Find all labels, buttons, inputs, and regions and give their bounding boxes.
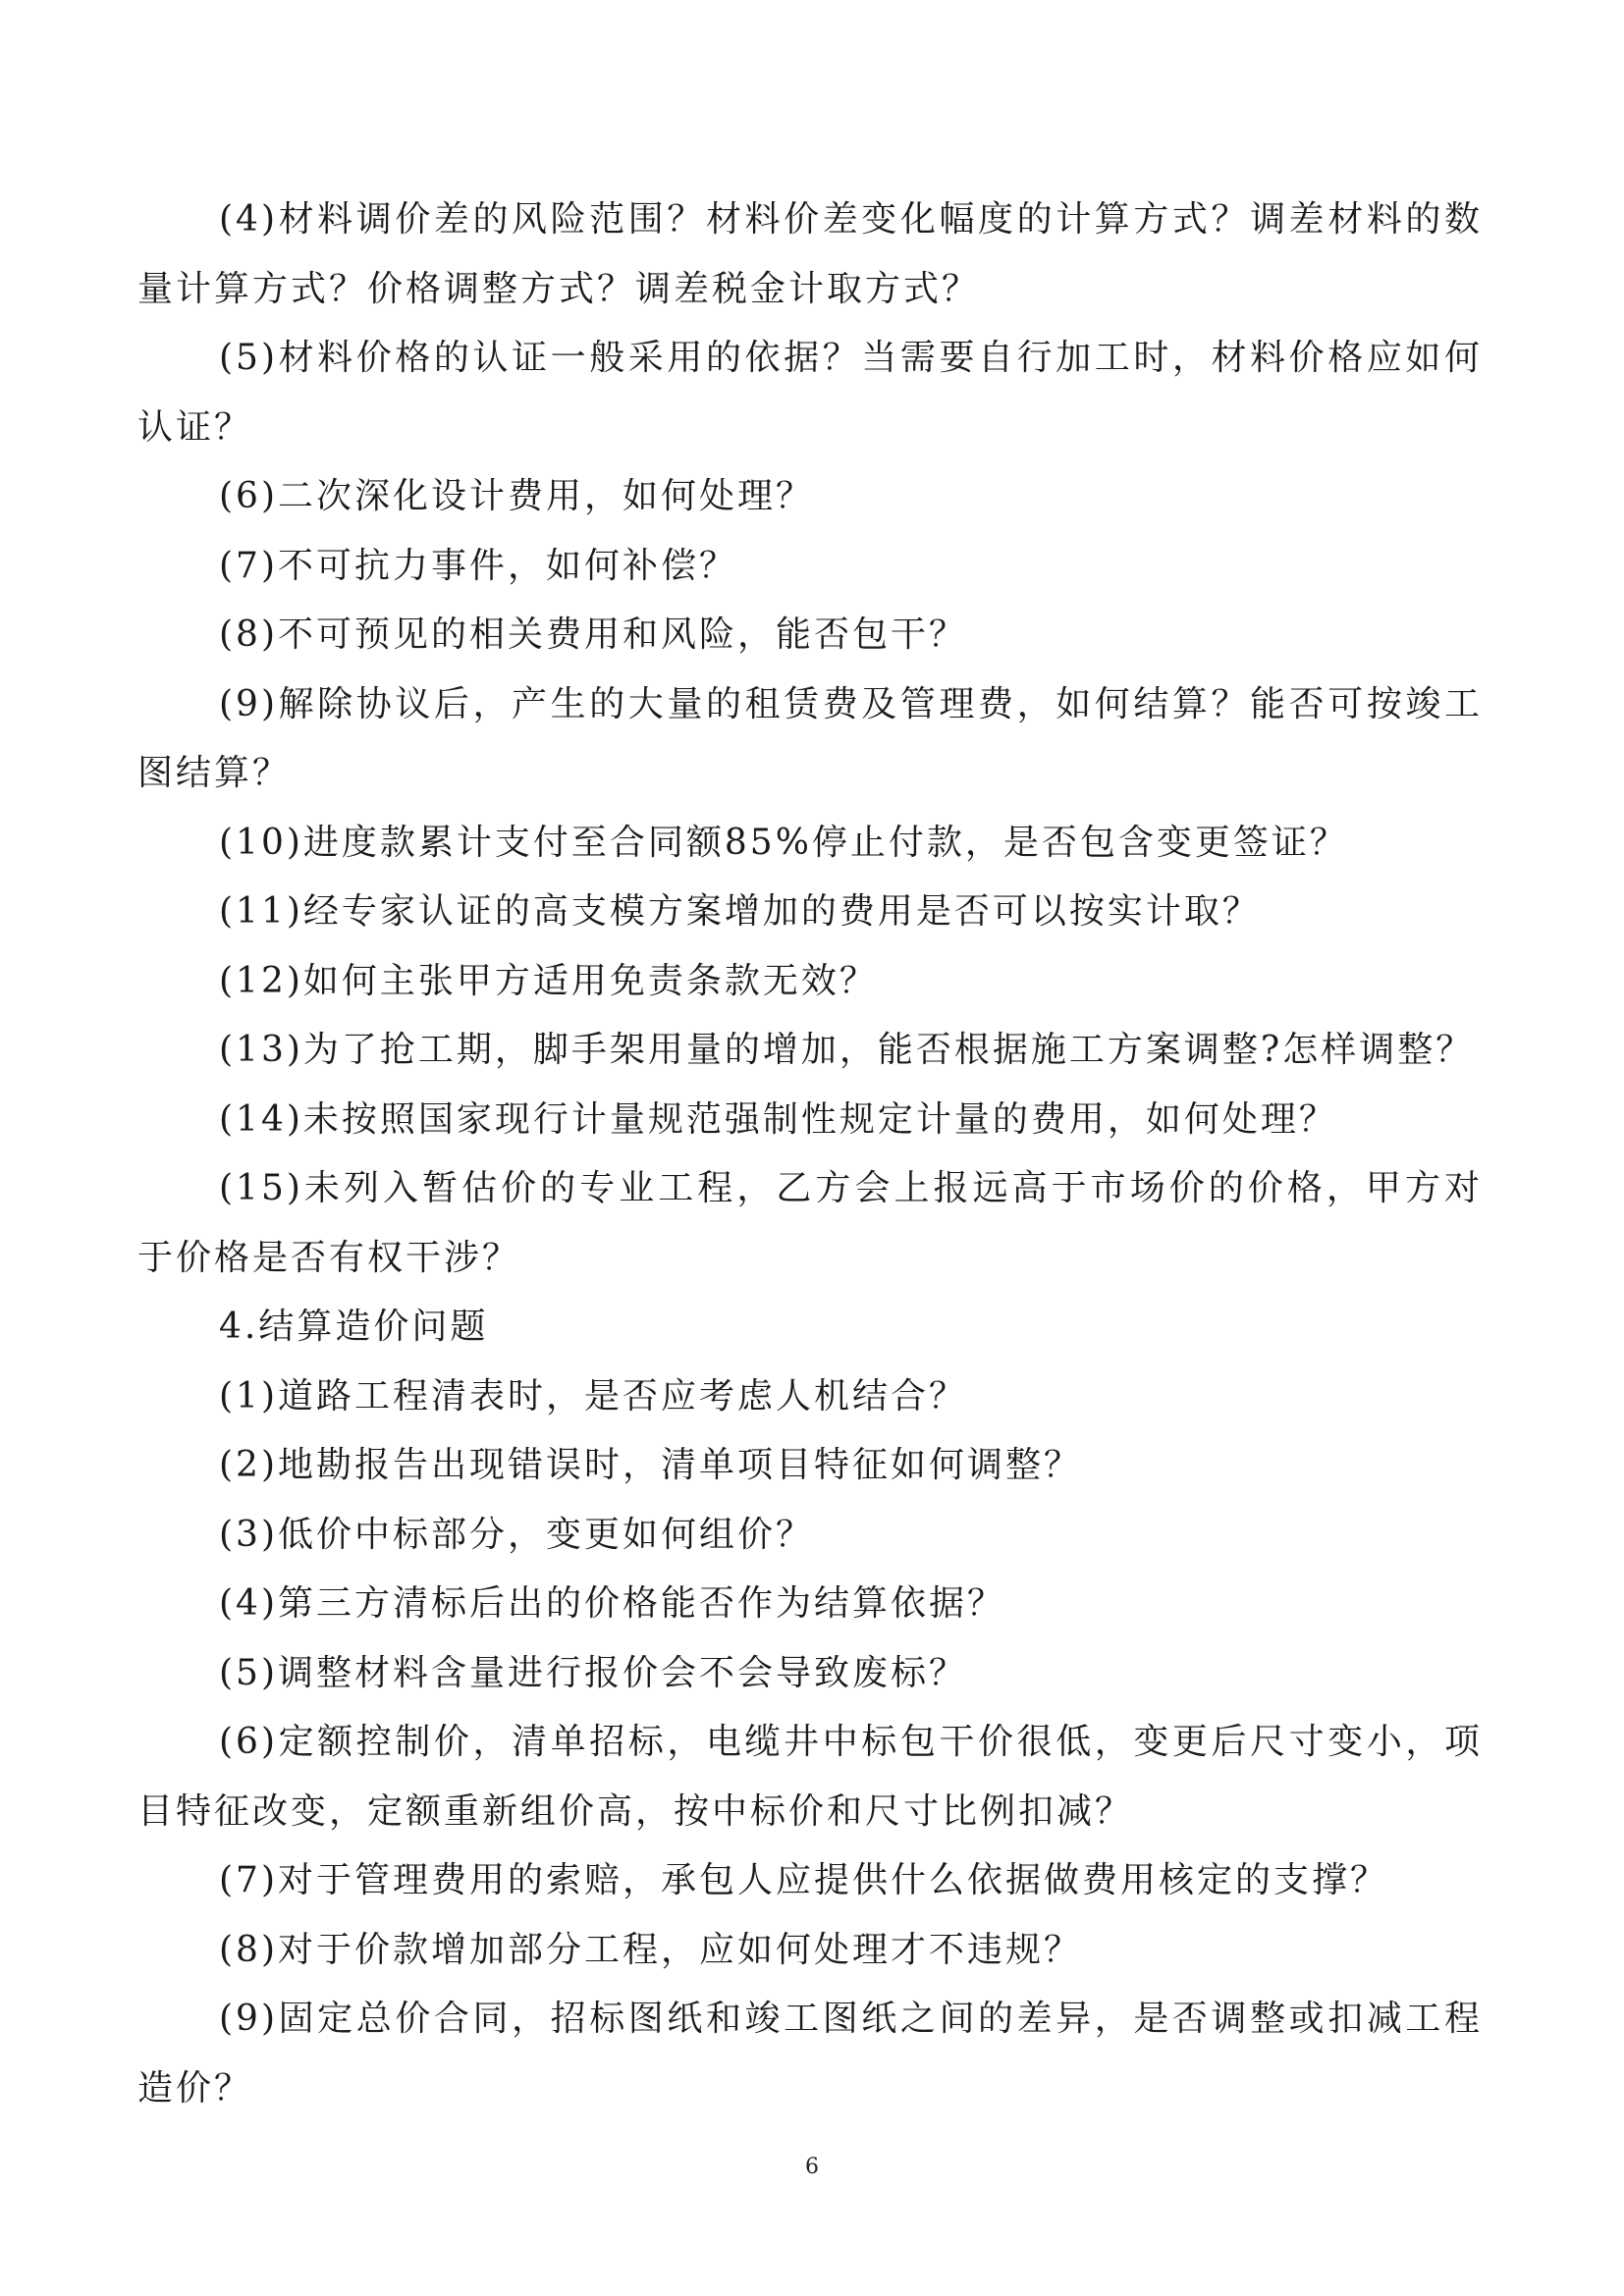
paragraph-cable-well-pricing: (6)定额控制价，清单招标，电缆井中标包干价很低，变更后尺寸变小，项目特征改变，定额重新组价高，按中标价和尺寸比例扣减？ xyxy=(137,1722,1483,1832)
section-heading-settlement-cost: 4.结算造价问题 xyxy=(219,1307,489,1347)
paragraph-high-formwork: (11)经专家认证的高支模方案增加的费用是否可以按实计取？ xyxy=(219,891,1261,932)
paragraph-price-increase: (8)对于价款增加部分工程，应如何处理才不违规？ xyxy=(219,1929,1082,1970)
paragraph-specialized-works-price: (15)未列入暂估价的专业工程，乙方会上报远高于市场价的价格，甲方对于价格是否有权干涉？ xyxy=(137,1168,1483,1278)
paragraph-road-clearing: (1)道路工程清表时，是否应考虑人机结合？ xyxy=(219,1375,967,1416)
paragraph-material-content: (5)调整材料含量进行报价会不会导致废标？ xyxy=(219,1652,967,1693)
paragraph-geotechnical-report: (2)地勘报告出现错误时，清单项目特征如何调整？ xyxy=(219,1445,1082,1485)
paragraph-material-price-diff-risk: (4)材料调价差的风险范围？材料价差变化幅度的计算方式？调差材料的数量计算方式？价格调整方式？调差税金计取方式？ xyxy=(137,199,1483,309)
paragraph-measurement-norms: (14)未按照国家现行计量规范强制性规定计量的费用，如何处理？ xyxy=(219,1098,1337,1140)
paragraph-unforeseen-costs: (8)不可预见的相关费用和风险，能否包干？ xyxy=(219,614,967,655)
paragraph-scaffolding: (13)为了抢工期，脚手架用量的增加，能否根据施工方案调整?怎样调整？ xyxy=(219,1030,1475,1070)
paragraph-exemption-clause: (12)如何主张甲方适用免责条款无效？ xyxy=(219,960,878,1001)
paragraph-termination-settlement: (9)解除协议后，产生的大量的租赁费及管理费，如何结算？能否可按竣工图结算？ xyxy=(137,683,1483,793)
paragraph-fixed-price-contract: (9)固定总价合同，招标图纸和竣工图纸之间的差异，是否调整或扣减工程造价？ xyxy=(137,1999,1483,2109)
paragraph-management-fee-claim: (7)对于管理费用的索赔，承包人应提供什么依据做费用核定的支撑？ xyxy=(219,1860,1388,1900)
page-number: 6 xyxy=(805,2155,819,2179)
paragraph-progress-payment: (10)进度款累计支付至合同额85%停止付款，是否包含变更签证？ xyxy=(219,822,1348,863)
paragraph-force-majeure: (7)不可抗力事件，如何补偿？ xyxy=(219,545,737,586)
paragraph-low-bid-variation: (3)低价中标部分，变更如何组价？ xyxy=(219,1514,814,1555)
document-body xyxy=(137,186,1483,2123)
paragraph-secondary-design-fee: (6)二次深化设计费用，如何处理？ xyxy=(219,476,814,516)
paragraph-third-party-pricing: (4)第三方清标后出的价格能否作为结算依据？ xyxy=(219,1583,1005,1624)
paragraph-material-price-certification: (5)材料价格的认证一般采用的依据？当需要自行加工时，材料价格应如何认证？ xyxy=(137,338,1483,448)
